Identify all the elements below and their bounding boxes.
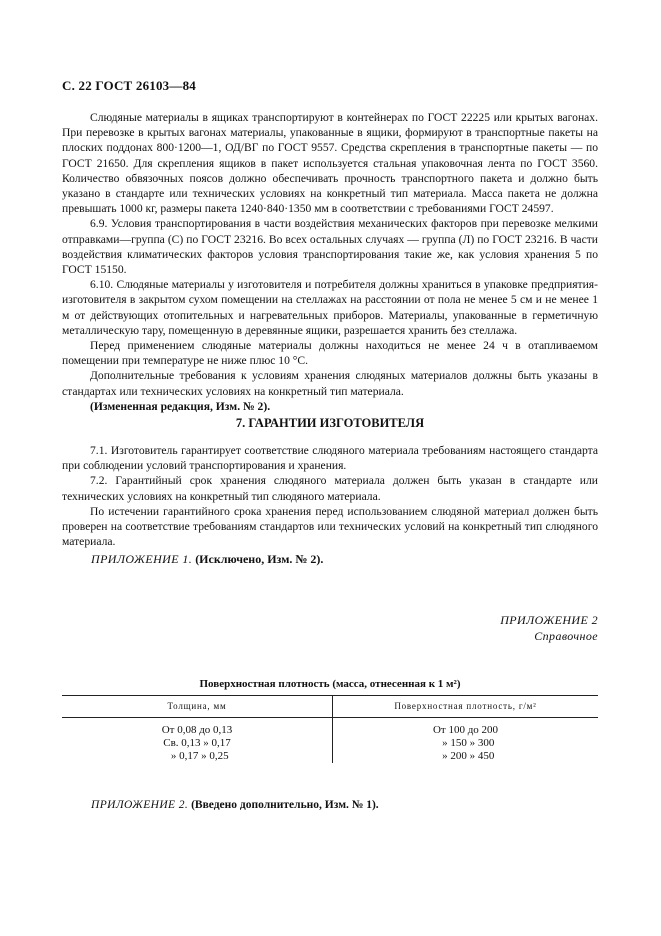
density-value: От 100 до 200 [432, 724, 499, 736]
thickness-value: От 0,08 до 0,13 [161, 724, 233, 736]
density-value: » 200 » 450 [436, 750, 495, 762]
density-table [62, 695, 598, 763]
paragraph-7-2: 7.2. Гарантийный срок хранения слюдяного материала должен быть указан в стандарте или технических условиях на конкретный тип слюдяного материала. [62, 474, 598, 503]
appendix2-note-label: ПРИЛОЖЕНИЕ 2. [91, 799, 189, 811]
paragraph-6-10: 6.10. Слюдяные материалы у изготовителя и потребителя должны храниться в упаковке предприятия-изготовителя в закрытом сухом помещении на стеллажах на расстоянии от пола не менее 5 см и не менее 1 м от действующих отопительных и нагревательных приборов. Материалы, упакованные в герметичную металлическую тару, помещенную в деревянные ящики, разрешается хранить без стеллажа. [62, 278, 598, 337]
appendix2-note-text: (Введено дополнительно, Изм. № 1). [191, 799, 379, 811]
thickness-value: » 0,17 » 0,25 [165, 750, 229, 762]
appendix2-label: ПРИЛОЖЕНИЕ 2 [500, 613, 598, 627]
table-title: Поверхностная плотность (масса, отнесенная к 1 м²) [199, 678, 461, 690]
paragraph-before-use: Перед применением слюдяные материалы должны находиться не менее 24 ч в отапливаемом помещении при температуре не ниже плюс 10 °С. [62, 339, 598, 368]
appendix1-note: (Исключено, Изм. № 2). [195, 552, 324, 566]
density-value: » 150 » 300 [436, 737, 495, 749]
table-row [62, 718, 598, 764]
paragraph-7-1: 7.1. Изготовитель гарантирует соответствие слюдяного материала требованиям настоящего стандарта при соблюдении условий транспортирования и хранения. [62, 444, 598, 473]
appendix2-sublabel: Справочное [534, 629, 598, 643]
paragraph-warranty-expiry: По истечении гарантийного срока хранения перед использованием слюдяной материал должен быть проверен на соответствие требованиям стандартов или технических условий на конкретный тип слюдяного материала. [62, 504, 598, 549]
appendix1-label: ПРИЛОЖЕНИЕ 1. [91, 552, 193, 566]
section7-body [62, 443, 598, 549]
appendix1-line [91, 552, 323, 567]
paragraph-additional: Дополнительные требования к условиям хранения слюдяных материалов должны быть указаны в стандартах или технических условиях на конкретный тип материала. [62, 369, 598, 398]
section-title: 7. ГАРАНТИИ ИЗГОТОВИТЕЛЯ [235, 416, 425, 430]
appendix2-note-line [91, 799, 379, 811]
section6-body [62, 110, 598, 414]
table-header-row [62, 696, 598, 718]
amendment-note: (Измененная редакция, Изм. № 2). [90, 399, 271, 413]
column-header-thickness: Толщина, мм [62, 696, 333, 718]
column-header-density: Поверхностная плотность, г/м² [333, 696, 599, 718]
thickness-cell [62, 718, 333, 764]
paragraph-6-9: 6.9. Условия транспортирования в части воздействия механических факторов при перевозке мелкими отправками—группа (С) по ГОСТ 23216. Во всех остальных случаях — группа (Л) по ГОСТ 23216. В части воздействия климатических факторов условия транспортирования такие же, как условия хранения 5 по ГОСТ 15150. [62, 217, 598, 277]
appendix2-heading [500, 612, 598, 644]
thickness-value: Св. 0,13 » 0,17 [163, 737, 231, 749]
density-cell [333, 718, 599, 764]
paragraph-transport: Слюдяные материалы в ящиках транспортируют в контейнерах по ГОСТ 22225 или крытых вагонах. При перевозке в крытых вагонах материалы, упакованные в ящики, формируют в транспортные пакеты на плоских поддонах 800·1200—1, ОД/ВГ по ГОСТ 9557. Средства скрепления в транспортные пакеты — по ГОСТ 21650. Для скрепления ящиков в пакет используется стальная упаковочная лента по ГОСТ 3560. Количество обвязочных поясов должно обеспечивать прочность транспортного пакета и должно быть указано в стандарте или технических условиях на конкретный тип материала. Масса пакета не должна превышать 1000 кг, размеры пакета 1240·840·1350 мм в соответствии с требованиями ГОСТ 24597. [62, 111, 598, 216]
page-header: С. 22 ГОСТ 26103—84 [62, 78, 196, 93]
